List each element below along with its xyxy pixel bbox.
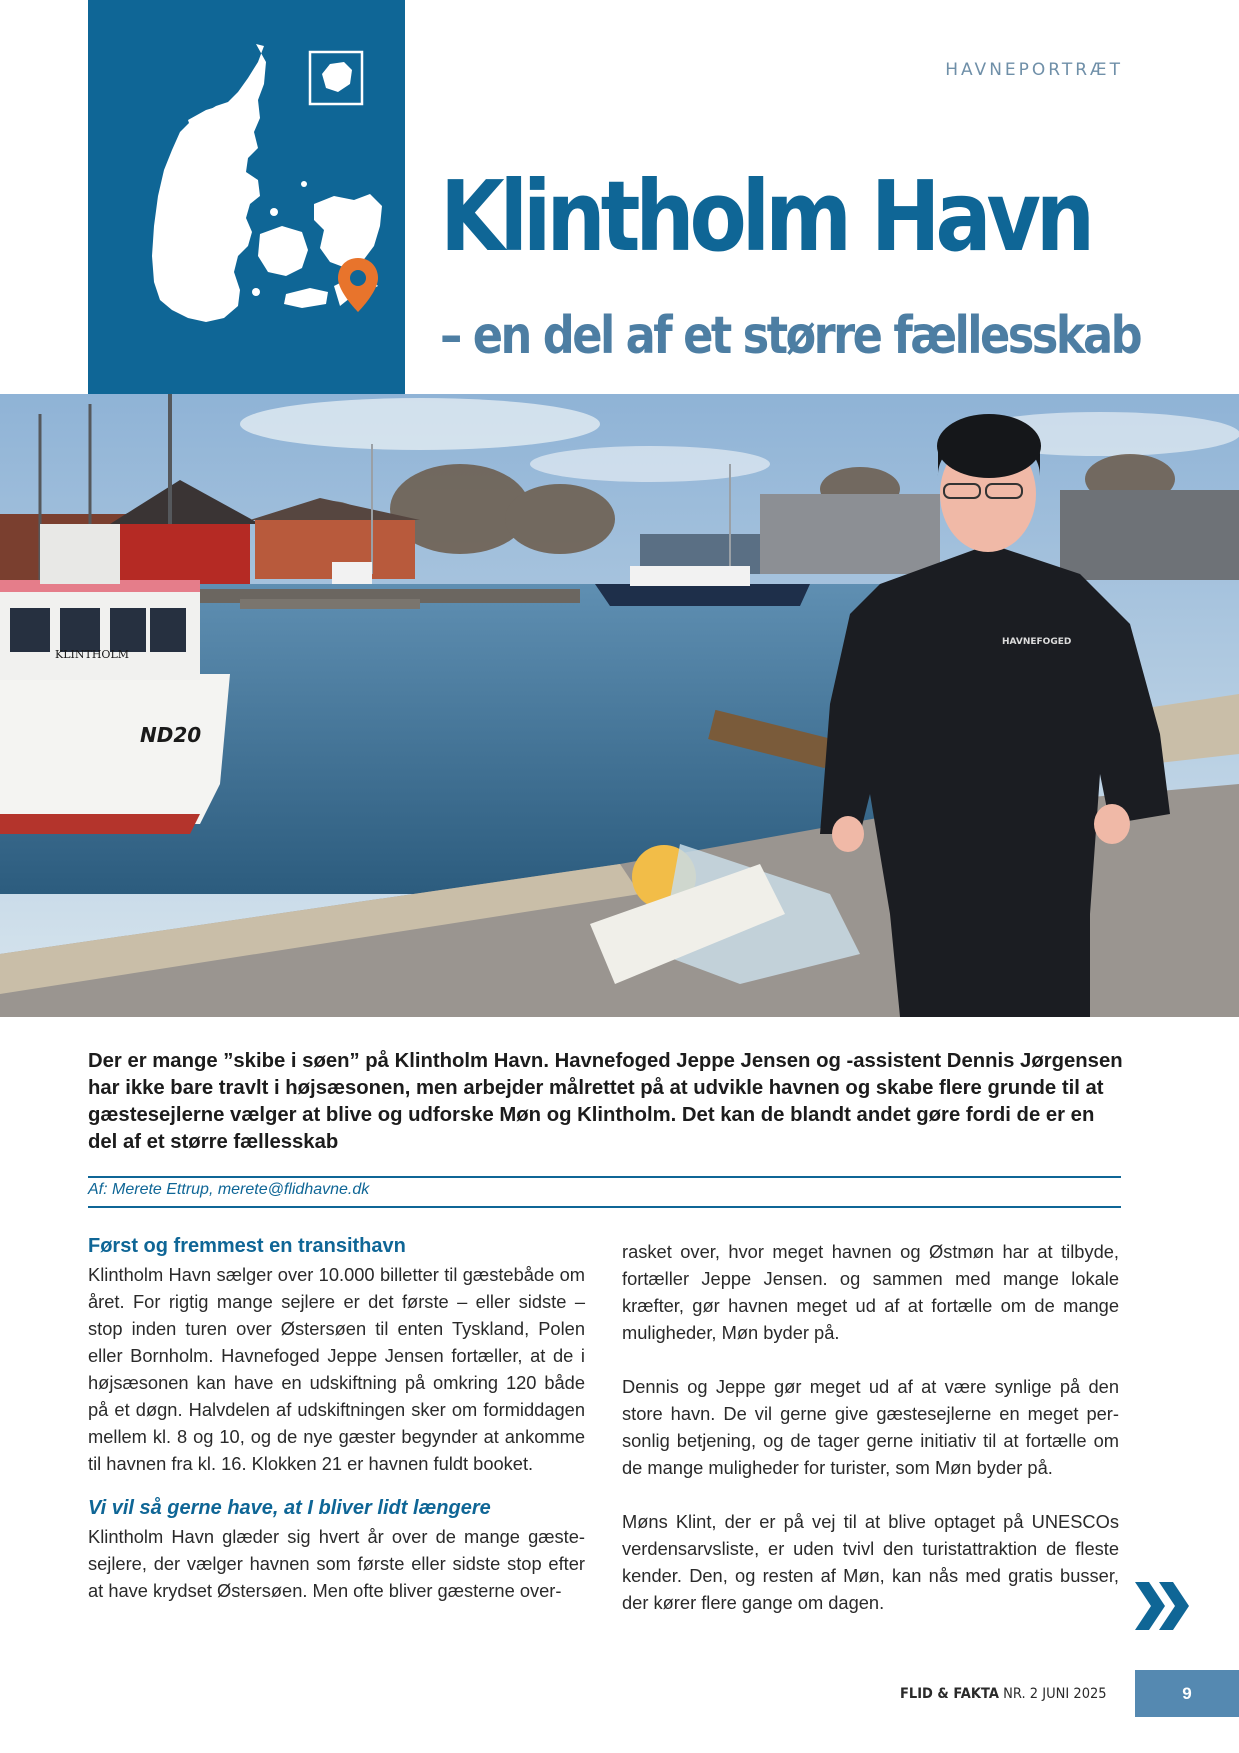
page-subtitle: – en del af et større fællesskab — [440, 306, 1141, 366]
bornholm-inset-icon — [310, 52, 362, 104]
page-title: Klintholm Havn — [440, 160, 1090, 273]
boat-name-text: KLINTHOLM — [55, 648, 130, 661]
issue-info: NR. 2 JUNI 2025 — [1003, 1686, 1107, 1702]
article-column-2 — [622, 1238, 1119, 1616]
paragraph-stay-longer: Klintholm Havn glæder sig hvert år over de mange gæstesejlere, der vælger havnen som første eller sidste stop efter at have krydset Østersøen. Men ofte bliver gæsterne over- — [88, 1526, 585, 1601]
byline-bar — [88, 1176, 1121, 1208]
byline: Af: Merete Ettrup, merete@flidhavne.dk — [88, 1181, 370, 1198]
paragraph-continued: rasket over, hvor meget havnen og Østmøn har at tilbyde, fortæller Jeppe Jensen. og sammen med mange lokale kræfter, gør havnen meget ud af at fortælle om de mange muligheder, Møn byder på. — [622, 1241, 1119, 1343]
page-number: 9 — [1135, 1670, 1239, 1717]
paragraph-mons-klint: Møns Klint, der er på vej til at blive optaget på UNESCOs verdensarvsliste, er uden tvivl den turistattraktion de fleste kender. Den, og resten af Møn, kan nås med gratis busser, der kører flere gange om dagen. — [622, 1511, 1119, 1613]
location-pin-icon — [338, 258, 378, 312]
magazine-name: FLID & FAKTA — [900, 1686, 1000, 1702]
denmark-map-box — [88, 0, 405, 394]
lead-paragraph: Der er mange ”skibe i søen” på Klintholm Havn. Havnefoged Jeppe Jensen og -assistent Dennis Jørgensen har ikke bare travlt i højsæsonen, men arbejder målrettet på at udvikle havnen og skabe flere grunde til at gæstesejlerne vælger at blive og udforske Møn og Klintholm. Det kan de blandt andet gøre fordi de er en del af et større fællesskab — [88, 1050, 1123, 1153]
denmark-map-icon — [88, 0, 405, 394]
article-column-1 — [88, 1231, 585, 1604]
section-label: HAVNEPORTRÆT — [945, 60, 1123, 80]
paragraph-transit: Klintholm Havn sælger over 10.000 billetter til gæstebåde om året. For rigtig mange sejlere er det første – eller sidste – stop inden turen over Østersøen til enten Tyskland, Polen eller Bornholm. Havnefoged Jeppe Jensen fortæller, at de i højsæsonen kan have en udskiftning på omkring 120 både på et døgn. Halvdelen af udskiftningen sker om formiddagen mellem kl. 8 og 10, og de nye gæster begynder at ankomme til havnen fra kl. 16. Klokken 21 er havnen fuldt booket. — [88, 1264, 585, 1474]
subheading-stay-longer: Vi vil så gerne have, at I bliver lidt længere — [88, 1497, 491, 1519]
boat-registration-text: ND20 — [140, 723, 202, 747]
footer-issue — [900, 1686, 1107, 1702]
continue-chevron-icon — [1133, 1580, 1193, 1632]
jacket-text: HAVNEFOGED — [1002, 637, 1072, 647]
harbor-photo — [0, 394, 1239, 1017]
paragraph-visible: Dennis og Jeppe gør meget ud af at være synlige på den store havn. De vil gerne give gæstesejlerne en meget personlig betjening, og de tager gerne initiativ til at fortælle om de mange muligheder for turister, som Møn byder på. — [622, 1376, 1119, 1478]
subheading-transit: Først og fremmest en transithavn — [88, 1235, 406, 1257]
